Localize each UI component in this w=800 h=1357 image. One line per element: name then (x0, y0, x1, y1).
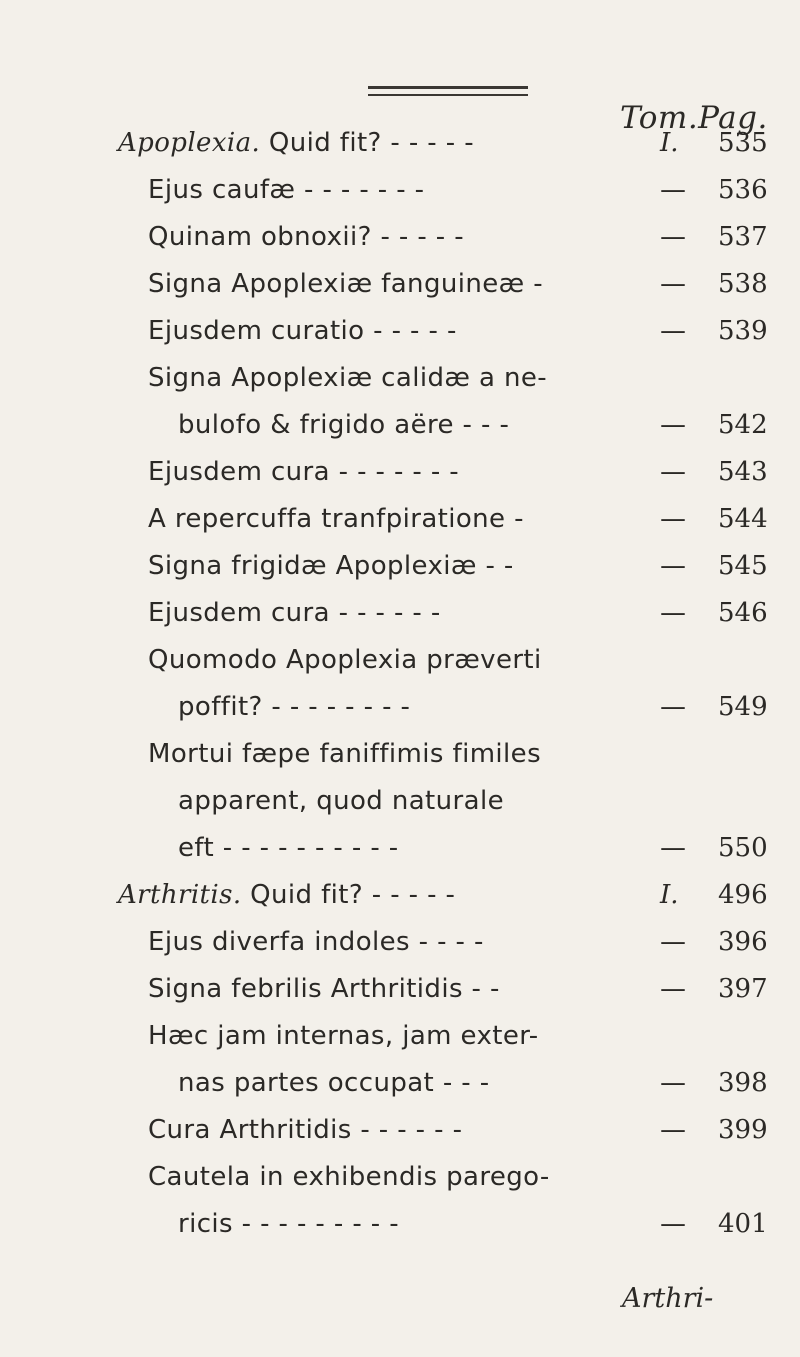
entry-label: Signa febrilis Arthritidis - - (148, 974, 500, 1004)
index-entry (0, 692, 800, 740)
entry-label: Signa Apoplexiæ fanguineæ - (148, 269, 543, 299)
index-entry (0, 363, 800, 411)
entry-tome: — (660, 316, 686, 346)
entry-page-number: 538 (718, 269, 768, 299)
entry-text (148, 1021, 538, 1051)
entry-page-number: 549 (718, 692, 768, 722)
entry-label: Quid fit? - - - - - (241, 880, 456, 910)
entry-page-number: 539 (718, 316, 768, 346)
entry-label: Ejus diverfa indoles - - - - (148, 927, 484, 957)
index-entry (0, 598, 800, 646)
entry-page-number: 542 (718, 410, 768, 440)
entry-label: Quinam obnoxii? - - - - - (148, 222, 465, 252)
entry-page-number: 496 (718, 880, 768, 910)
entry-label: Ejusdem cura - - - - - - (148, 598, 441, 628)
index-entry (0, 1068, 800, 1116)
entry-tome: — (660, 598, 686, 628)
entry-page-number: 544 (718, 504, 768, 534)
entry-page-number: 537 (718, 222, 768, 252)
entry-label: Hæc jam internas, jam exter- (148, 1021, 539, 1051)
index-entry (0, 504, 800, 552)
entry-label: Cautela in exhibendis parego- (148, 1162, 550, 1192)
entry-label: nas partes occupat - - - (178, 1068, 490, 1098)
entry-label: Quomodo Apoplexia præverti (148, 645, 542, 675)
entry-text (178, 692, 410, 722)
entry-text (148, 645, 542, 675)
entry-tome: — (660, 269, 686, 299)
entry-text (148, 1115, 462, 1145)
entry-tome: — (660, 551, 686, 581)
entry-page-number: 399 (718, 1115, 768, 1145)
entry-text (148, 316, 457, 346)
entry-label: Ejus caufæ - - - - - - - (148, 175, 425, 205)
entry-tome: — (660, 1068, 686, 1098)
entry-text (118, 128, 474, 158)
entry-label: eft - - - - - - - - - - (178, 833, 399, 863)
entry-page-number: 535 (718, 128, 768, 158)
index-entry (0, 175, 800, 223)
entry-text (148, 974, 500, 1004)
entry-tome: I. (660, 128, 679, 158)
index-entry (0, 222, 800, 270)
entry-heading: Arthritis. (118, 880, 242, 910)
entry-text (148, 175, 424, 205)
entry-text (148, 269, 543, 299)
index-entry (0, 551, 800, 599)
index-entry (0, 128, 800, 176)
entry-text (148, 222, 464, 252)
index-entry (0, 1115, 800, 1163)
entry-text (178, 1068, 490, 1098)
entry-tome: — (660, 1209, 686, 1239)
entry-tome: — (660, 692, 686, 722)
index-entry (0, 927, 800, 975)
entry-text (178, 833, 399, 863)
entry-label: apparent, quod naturale (178, 786, 504, 816)
entry-tome: — (660, 1115, 686, 1145)
header-rule (368, 86, 528, 89)
entry-page-number: 396 (718, 927, 768, 957)
header-rule-thin (368, 94, 528, 96)
entry-tome: — (660, 974, 686, 1004)
index-entry (0, 269, 800, 317)
index-entry (0, 833, 800, 881)
entry-text (178, 786, 504, 816)
catchword: Arthri- (622, 1283, 714, 1314)
entry-tome: — (660, 927, 686, 957)
entry-page-number: 543 (718, 457, 768, 487)
index-entry (0, 410, 800, 458)
index-entry (0, 1021, 800, 1069)
index-entry (0, 880, 800, 928)
entry-text (148, 927, 484, 957)
entry-page-number: 545 (718, 551, 768, 581)
entry-text (178, 1209, 399, 1239)
entry-tome: — (660, 504, 686, 534)
entry-label: A repercuffa tranfpiratione - (148, 504, 524, 534)
entry-label: bulofo & frigido aëre - - - (178, 410, 510, 440)
entry-page-number: 397 (718, 974, 768, 1004)
entry-text (118, 880, 455, 910)
entry-tome: — (660, 457, 686, 487)
index-entry (0, 786, 800, 834)
entry-label: Signa frigidæ Apoplexiæ - - (148, 551, 514, 581)
entry-label: poffit? - - - - - - - - (178, 692, 411, 722)
entry-tome: — (660, 833, 686, 863)
entry-text (178, 410, 509, 440)
entry-page-number: 401 (718, 1209, 768, 1239)
entry-label: Cura Arthritidis - - - - - - (148, 1115, 463, 1145)
entry-label: Ejusdem curatio - - - - - (148, 316, 457, 346)
index-entry (0, 1162, 800, 1210)
entry-page-number: 536 (718, 175, 768, 205)
entry-text (148, 551, 514, 581)
entry-label: Mortui fæpe faniffimis fimiles (148, 739, 542, 769)
entry-text (148, 739, 541, 769)
column-header-tom-pag: Tom.Pag. (620, 100, 768, 136)
index-entry (0, 974, 800, 1022)
index-entry (0, 739, 800, 787)
entry-text (148, 457, 459, 487)
entry-tome: — (660, 222, 686, 252)
entry-tome: — (660, 175, 686, 205)
entry-text (148, 598, 441, 628)
entry-text (148, 363, 547, 393)
entry-tome: — (660, 410, 686, 440)
entry-label: Signa Apoplexiæ calidæ a ne- (148, 363, 548, 393)
index-entry (0, 645, 800, 693)
entry-page-number: 398 (718, 1068, 768, 1098)
entry-heading: Apoplexia. (118, 128, 261, 158)
entry-label: Ejusdem cura - - - - - - - (148, 457, 460, 487)
entry-tome: I. (660, 880, 679, 910)
index-entry (0, 1209, 800, 1257)
index-entry (0, 457, 800, 505)
entry-page-number: 546 (718, 598, 768, 628)
entry-label: ricis - - - - - - - - - (178, 1209, 399, 1239)
entry-text (148, 504, 524, 534)
entry-text (148, 1162, 550, 1192)
entry-label: Quid fit? - - - - - (260, 128, 474, 158)
entry-page-number: 550 (718, 833, 768, 863)
index-entry (0, 316, 800, 364)
